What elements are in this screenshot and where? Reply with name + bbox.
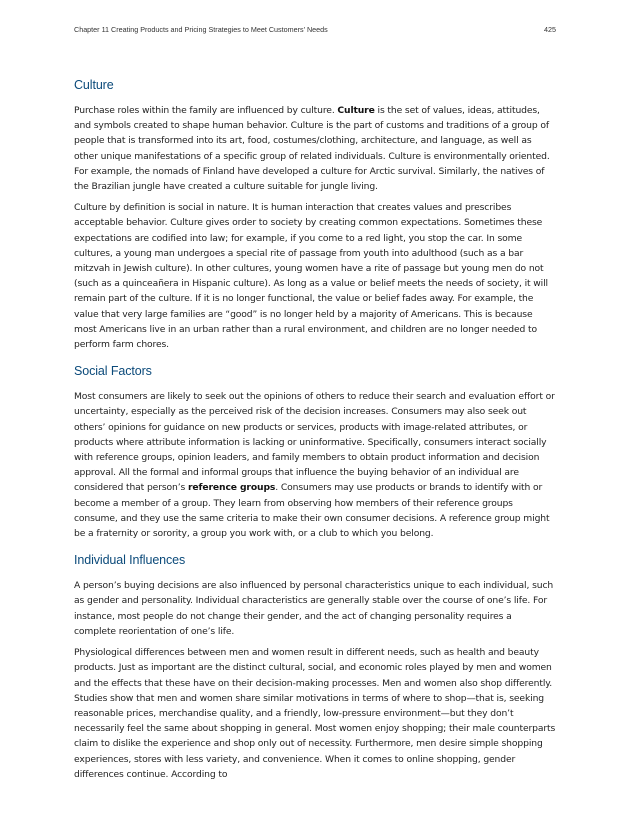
section-heading-culture: Culture — [74, 78, 114, 92]
key-term-reference-groups: reference groups — [188, 482, 276, 494]
paragraph: A person’s buying decisions are also influenced by personal characteristics unique to each individual, such as gender and personality. Individual characteristics are generally stable over the course of one’s life. For instance, most people do not change their gender, and the act of changing personality requires a complete reorientation of one’s life. — [74, 580, 554, 637]
section-social-factors — [74, 362, 556, 541]
key-term-culture: Culture — [337, 105, 375, 116]
section-culture — [74, 76, 556, 352]
running-header — [74, 25, 556, 37]
page-body — [74, 76, 556, 792]
paragraph-text: . Consumers may use products or brands to identify with or become a member of a group. They learn from observing how members of their reference groups consume, and they use the same criteria to make their own consumer decisions. A reference group might be a fraternity or sorority, a group you work with, or a club to which you belong. — [74, 482, 550, 540]
paragraph-text: Most consumers are likely to seek out the opinions of others to reduce their search and evaluation effort or uncertainty, especially as the perceived risk of the decision increases. Consumers may also seek out others’ opinions for guidance on new products or services, products with image-related attributes, or products where attribute information is lacking or uninformative. Specifically, consumers interact socially with reference groups, opinion leaders, and family members to obtain product information and decision approval. All the formal and informal groups that influence the buying behavior of an individual are considered that person’s — [74, 391, 555, 494]
paragraph-text: is the set of values, ideas, attitudes, and symbols created to shape human behavior. Culture is the part of customs and traditions of a group of people that is transformed into its art, food, costumes/clothing, architecture, and language, as well as other unique manifestations of a specific group of related individuals. Culture is environmentally oriented. For example, the nomads of Finland have developed a culture for Arctic survival. Similarly, the natives of the Brazilian jungle have created a culture suitable for jungle living. — [74, 105, 550, 193]
page-number: 425 — [544, 25, 556, 34]
section-heading-social-factors: Social Factors — [74, 364, 152, 379]
paragraph: Physiological differences between men and women result in different needs, such as health and beauty products. Just as important are the distinct cultural, social, and economic roles played by men and women and the effects that these have on their decision-making processes. Men and women also shop differently. Studies show that men and women share similar motivations in terms of where to shop—that is, seeking reasonable prices, merchandise quality, and a friendly, low-pressure environment—but they don’t necessarily feel the same about shopping in general. Most women enjoy shopping; their male counterparts claim to dislike the experience and shop only out of necessity. Furthermore, men desire simple shopping experiences, stores with less variety, and convenience. When it comes to online shopping, gender differences continue. According to — [74, 647, 556, 780]
section-heading-individual-influences: Individual Influences — [74, 553, 186, 568]
paragraph — [74, 103, 556, 194]
paragraph-text: Purchase roles within the family are influenced by culture. — [74, 105, 338, 116]
section-individual-influences — [74, 551, 556, 782]
paragraph: Culture by definition is social in nature. It is human interaction that creates values and prescribes acceptable behavior. Culture gives order to society by creating common expectations. Sometimes these expectations are codified into law; for example, if you come to a red light, you stop the car. In some cultures, a young man undergoes a special rite of passage from youth into adulthood (such as a bar mitzvah in Jewish culture). In other cultures, young women have a rite of passage but young men do not (such as a quinceañera in Hispanic culture). As long as a value or belief meets the needs of society, it will remain part of the culture. If it is no longer functional, the value or belief fades away. For example, the value that very large families are “good” is no longer held by a majority of Americans. This is because most Americans live in an urban rather than a rural environment, and children are no longer needed to perform farm chores. — [74, 202, 548, 351]
chapter-title: Chapter 11 Creating Products and Pricing Strategies to Meet Customers' Needs — [74, 25, 328, 34]
paragraph — [74, 389, 556, 541]
